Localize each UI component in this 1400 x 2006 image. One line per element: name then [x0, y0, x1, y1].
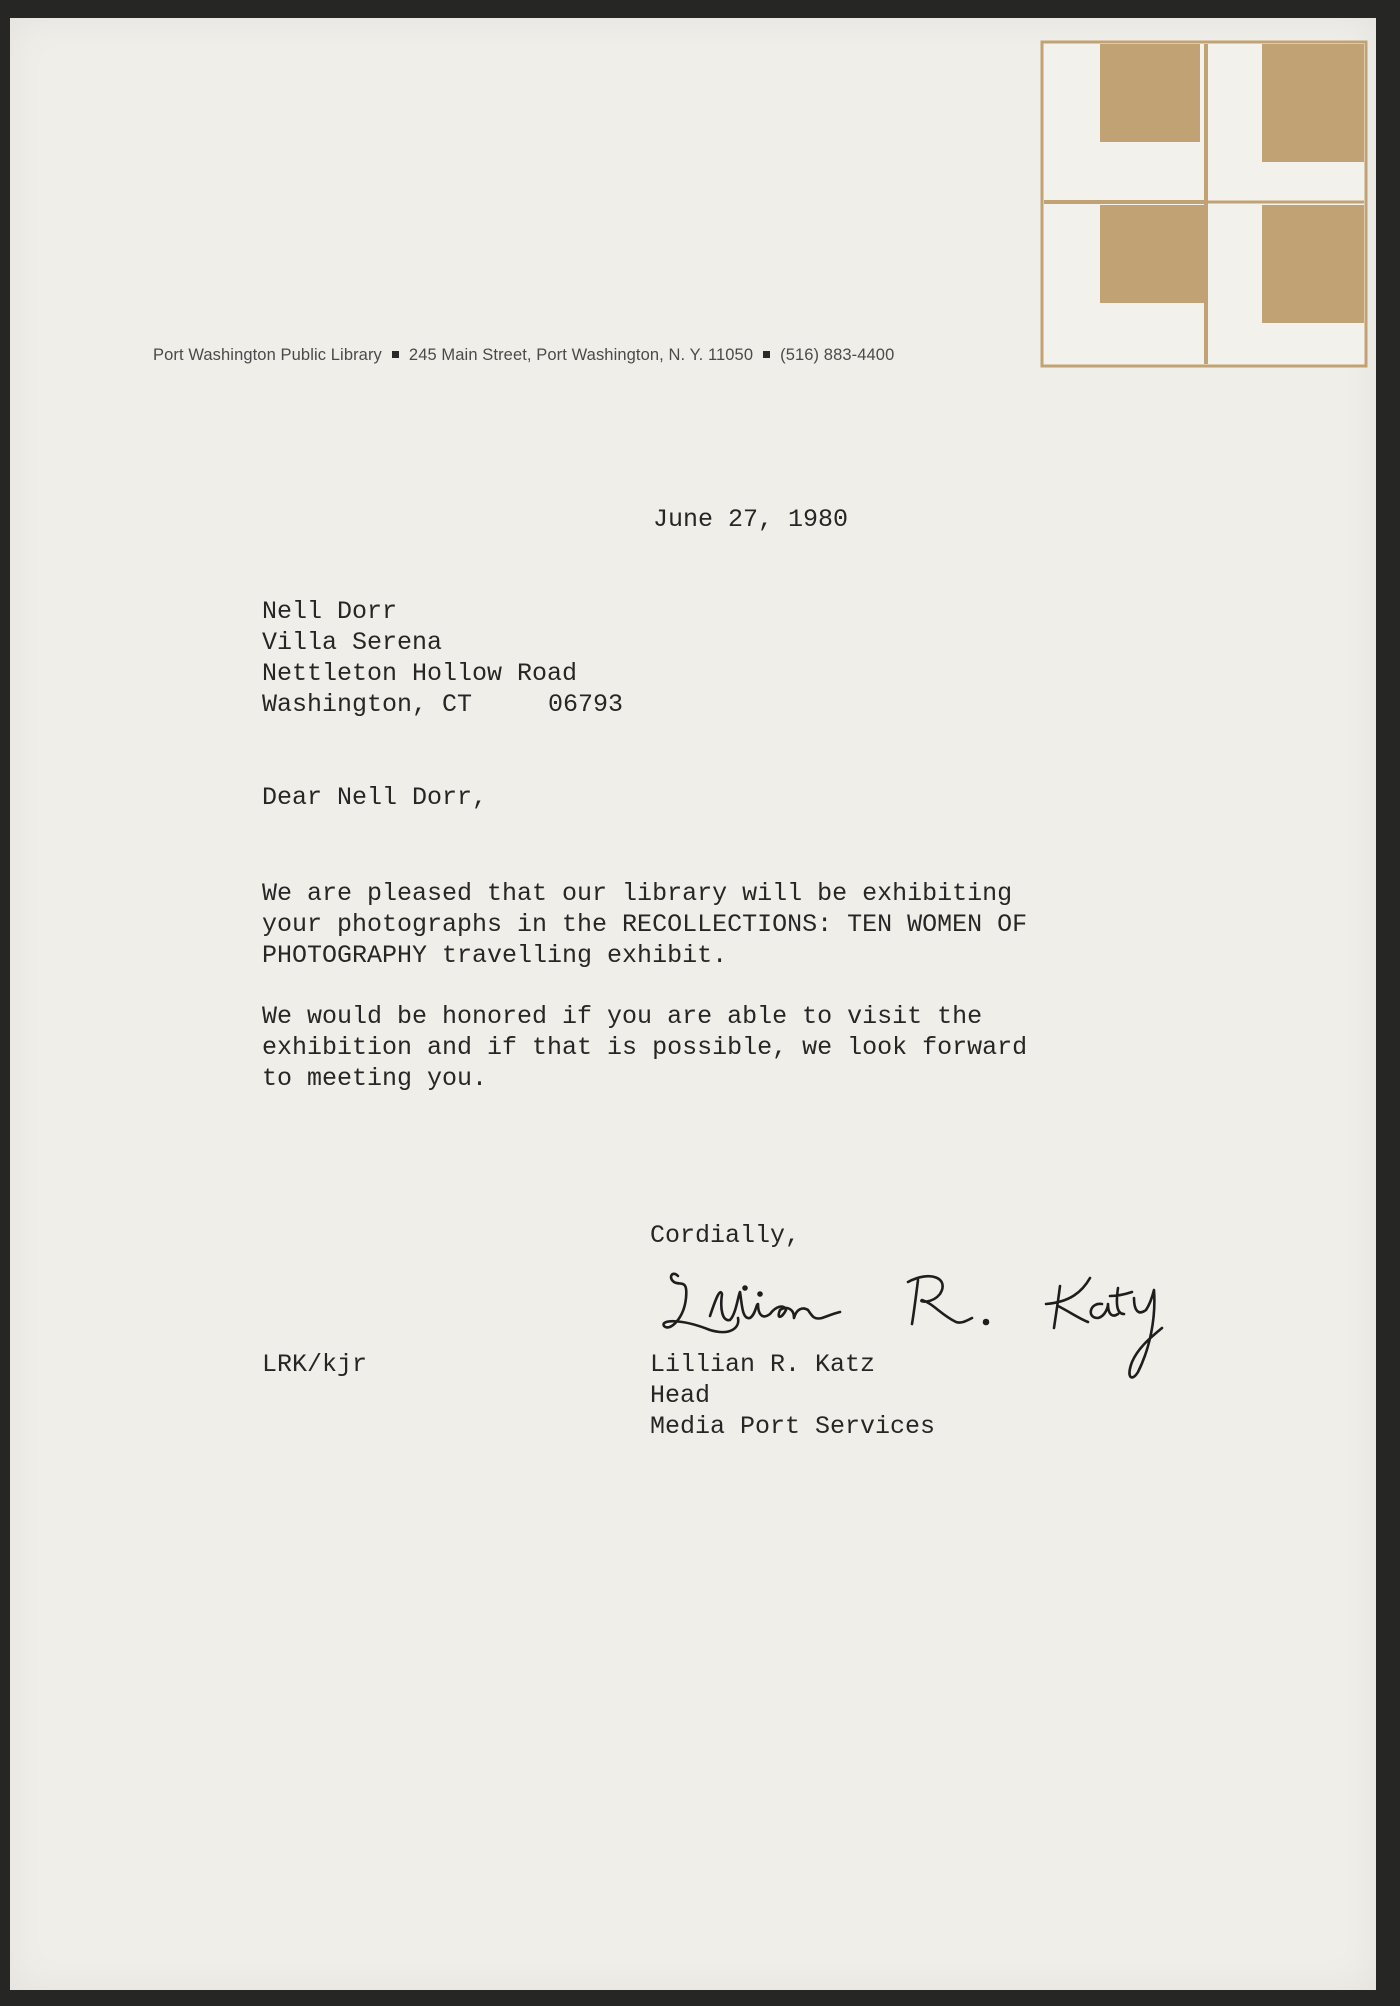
signer-block: [650, 1349, 935, 1442]
recipient-zip: 06793: [548, 690, 624, 719]
paragraph-line: to meeting you.: [262, 1064, 488, 1093]
library-phone: (516) 883-4400: [780, 346, 895, 364]
recipient-city-line: [262, 689, 623, 720]
library-name: Port Washington Public Library: [153, 346, 382, 364]
letter-page: [10, 18, 1376, 1990]
salutation: Dear Nell Dorr,: [262, 783, 488, 812]
closing: Cordially,: [650, 1221, 801, 1250]
letter-date: June 27, 1980: [653, 505, 849, 534]
signer-department: Media Port Services: [650, 1412, 936, 1441]
library-monogram-logo: [1040, 40, 1368, 368]
paragraph-line: We would be honored if you are able to visit the: [262, 1002, 983, 1031]
recipient-city-state: Washington, CT: [262, 690, 473, 719]
recipient-line3: Nettleton Hollow Road: [262, 659, 578, 688]
signer-name: Lillian R. Katz: [650, 1350, 876, 1379]
signer-title: Head: [650, 1381, 711, 1410]
library-address: 245 Main Street, Port Washington, N. Y. 11050: [408, 346, 754, 364]
typist-initials: LRK/kjr: [262, 1350, 368, 1379]
recipient-line2: Villa Serena: [262, 628, 443, 657]
paragraph-line: PHOTOGRAPHY travelling exhibit.: [262, 941, 728, 970]
paragraph-line: your photographs in the RECOLLECTIONS: TEN WOMEN OF: [262, 910, 1028, 939]
paragraph-line: exhibition and if that is possible, we look forward: [262, 1033, 1028, 1062]
body-paragraph-2: [262, 1001, 1027, 1094]
letterhead-address-line: [153, 346, 894, 365]
recipient-address: [262, 596, 623, 720]
separator-square-icon: [392, 351, 399, 358]
recipient-name: Nell Dorr: [262, 597, 398, 626]
paragraph-line: We are pleased that our library will be exhibiting: [262, 879, 1013, 908]
body-paragraph-1: [262, 878, 1027, 971]
separator-square-icon: [763, 351, 770, 358]
